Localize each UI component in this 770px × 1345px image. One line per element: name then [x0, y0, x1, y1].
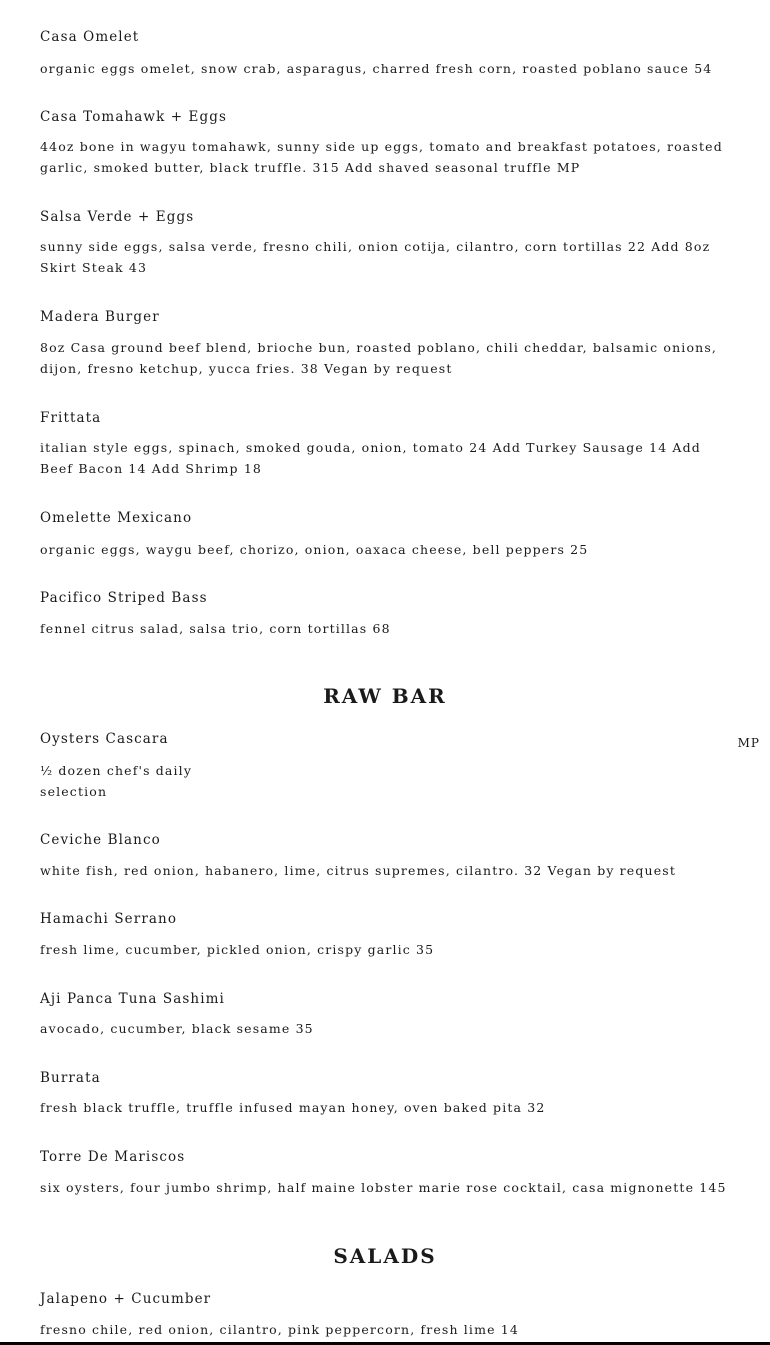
item-name: Jalapeno + Cucumber — [40, 1291, 212, 1307]
item-name: Frittata — [40, 410, 102, 426]
section-title-raw-bar: RAW BAR — [323, 684, 447, 708]
item-description: 8oz Casa ground beef blend, brioche bun, roasted poblano, chili cheddar, balsamic onions, dijon, fresno ketchup, yucca fries. 38 Vegan by request — [40, 340, 718, 376]
menu-item — [40, 1148, 730, 1195]
item-description: organic eggs omelet, snow crab, asparagus, charred fresh corn, roasted poblano sauce 54 — [40, 61, 713, 76]
item-name: Salsa Verde + Eggs — [40, 209, 195, 225]
menu-item — [40, 108, 730, 175]
item-name: Madera Burger — [40, 309, 160, 325]
item-description: organic eggs, waygu beef, chorizo, onion, oaxaca cheese, bell peppers 25 — [40, 542, 589, 557]
item-name: Aji Panca Tuna Sashimi — [40, 991, 225, 1007]
item-description: sunny side eggs, salsa verde, fresno chili, onion cotija, cilantro, corn tortillas 22 Add 8oz Skirt Steak 43 — [40, 239, 711, 275]
item-description: ½ dozen chef's daily selection — [40, 763, 193, 799]
item-name: Oysters Cascara — [40, 731, 169, 747]
item-description: fennel citrus salad, salsa trio, corn tortillas 68 — [40, 621, 391, 636]
item-name: Casa Omelet — [40, 29, 140, 45]
item-price: MP — [737, 736, 760, 750]
item-description: fresh lime, cucumber, pickled onion, crispy garlic 35 — [40, 942, 435, 957]
menu-item — [40, 831, 730, 878]
section-title-salads: SALADS — [333, 1244, 437, 1268]
item-name: Burrata — [40, 1070, 101, 1086]
menu-item — [40, 208, 730, 275]
menu-item — [40, 28, 730, 76]
item-description: avocado, cucumber, black sesame 35 — [40, 1021, 314, 1036]
menu-item — [40, 910, 730, 957]
menu-item — [40, 409, 730, 476]
item-name: Omelette Mexicano — [40, 510, 193, 526]
menu-item — [40, 589, 730, 636]
item-name: Hamachi Serrano — [40, 911, 178, 927]
menu-item — [40, 308, 730, 376]
menu-item — [40, 730, 760, 799]
menu-item — [40, 1290, 730, 1337]
item-description: 44oz bone in wagyu tomahawk, sunny side up eggs, tomato and breakfast potatoes, roasted garlic, smoked butter, black truffle. 315 Add shaved seasonal truffle MP — [40, 139, 723, 175]
item-description: six oysters, four jumbo shrimp, half maine lobster marie rose cocktail, casa mignonette 145 — [40, 1180, 727, 1195]
item-name: Pacifico Striped Bass — [40, 590, 208, 606]
menu-item — [40, 1069, 730, 1115]
item-description: fresno chile, red onion, cilantro, pink peppercorn, fresh lime 14 — [40, 1322, 519, 1337]
item-description: fresh black truffle, truffle infused mayan honey, oven baked pita 32 — [40, 1100, 546, 1115]
item-name: Torre De Mariscos — [40, 1149, 186, 1165]
item-name: Ceviche Blanco — [40, 832, 161, 848]
item-description: italian style eggs, spinach, smoked gouda, onion, tomato 24 Add Turkey Sausage 14 Add Beef Bacon 14 Add Shrimp 18 — [40, 440, 701, 476]
menu-item — [40, 509, 730, 557]
menu-item — [40, 990, 730, 1036]
item-description: white fish, red onion, habanero, lime, citrus supremes, cilantro. 32 Vegan by request — [40, 863, 676, 878]
item-name: Casa Tomahawk + Eggs — [40, 109, 228, 125]
